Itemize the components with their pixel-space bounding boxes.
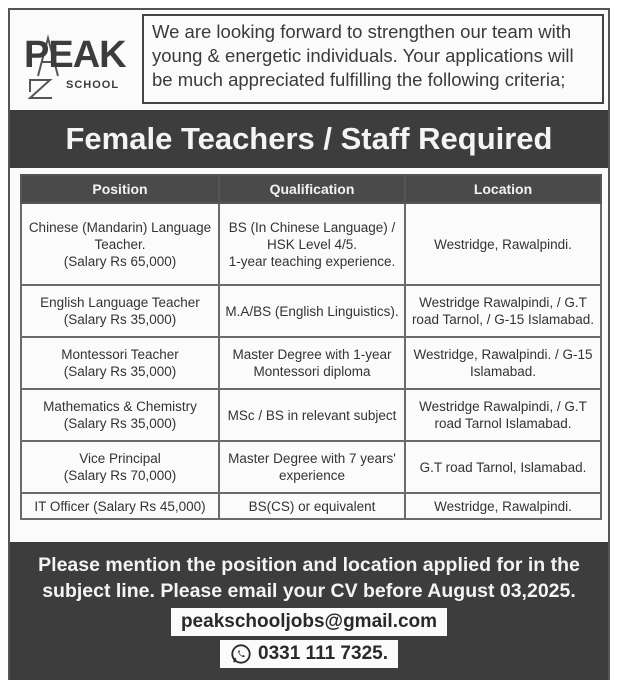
position-text: Teacher. xyxy=(94,236,146,252)
location-text: Westridge Rawalpindi, / G.T xyxy=(419,295,587,310)
position-text: English Language Teacher xyxy=(40,295,200,310)
school-logo xyxy=(18,16,136,102)
ad-header xyxy=(10,10,608,108)
cell-location xyxy=(405,203,601,285)
positions-table xyxy=(20,174,600,520)
cell-position xyxy=(21,493,219,519)
column-header-location: Location xyxy=(405,175,601,203)
qualification-text: experience xyxy=(278,468,346,483)
column-header-qualification: Qualification xyxy=(219,175,405,203)
logo-brand-text: PEAK xyxy=(24,34,126,76)
cell-qualification xyxy=(219,441,405,493)
cell-qualification xyxy=(219,493,405,519)
cell-qualification xyxy=(219,337,405,389)
table-row xyxy=(21,203,601,285)
whatsapp-icon xyxy=(230,643,252,665)
location-text: Westridge, Rawalpindi. xyxy=(434,236,572,252)
ad-footer xyxy=(10,542,608,680)
table-row xyxy=(21,493,601,519)
column-header-position: Position xyxy=(21,175,219,203)
location-text: road Tarnol, / G-15 Islamabad. xyxy=(411,312,595,327)
position-text: (Salary Rs 35,000) xyxy=(63,364,177,379)
position-text: Montessori Teacher xyxy=(61,347,179,362)
job-advertisement xyxy=(8,8,610,680)
cell-position xyxy=(21,285,219,337)
table-header-row xyxy=(21,175,601,203)
location-text: Islamabad. xyxy=(469,364,537,379)
table-row xyxy=(21,285,601,337)
cell-position xyxy=(21,389,219,441)
qualification-text: M.A/BS (English Linguistics). xyxy=(225,303,399,319)
qualification-text: BS (In Chinese Language) / xyxy=(228,219,396,235)
table-row xyxy=(21,337,601,389)
location-text: Westridge, Rawalpindi. xyxy=(434,498,572,514)
ad-title: Female Teachers / Staff Required xyxy=(10,110,608,168)
cell-position xyxy=(21,337,219,389)
contact-phone-row[interactable] xyxy=(220,640,398,668)
table-row xyxy=(21,389,601,441)
table-row xyxy=(21,441,601,493)
logo-sub-text: SCHOOL xyxy=(66,79,120,91)
position-text: Vice Principal xyxy=(79,451,161,466)
cell-location xyxy=(405,493,601,519)
cell-position xyxy=(21,203,219,285)
cell-location xyxy=(405,441,601,493)
position-text: Mathematics & Chemistry xyxy=(43,399,197,414)
cell-location xyxy=(405,389,601,441)
cell-qualification xyxy=(219,285,405,337)
qualification-text: BS(CS) or equivalent xyxy=(248,498,376,514)
cell-qualification xyxy=(219,203,405,285)
position-text: IT Officer (Salary Rs 45,000) xyxy=(34,498,206,514)
position-text: (Salary Rs 65,000) xyxy=(63,253,177,269)
contact-email[interactable]: peakschooljobs@gmail.com xyxy=(171,608,447,636)
cell-location xyxy=(405,285,601,337)
cell-position xyxy=(21,441,219,493)
location-text: Westridge, Rawalpindi. / G-15 xyxy=(413,347,593,362)
qualification-text: MSc / BS in relevant subject xyxy=(227,407,397,423)
qualification-text: 1-year teaching experience. xyxy=(228,253,396,269)
intro-text: We are looking forward to strengthen our team with young & energetic individuals. Your applications will be much appreciated fulfilling the following criteria; xyxy=(142,14,604,104)
qualification-text: HSK Level 4/5. xyxy=(266,236,358,252)
position-text: Chinese (Mandarin) Language xyxy=(28,219,212,235)
contact-phone: 0331 111 7325. xyxy=(258,643,388,664)
qualification-text: Master Degree with 1-year xyxy=(232,347,392,362)
location-text: road Tarnol Islamabad. xyxy=(434,416,572,431)
qualification-text: Montessori diploma xyxy=(253,364,371,379)
cell-location xyxy=(405,337,601,389)
cell-qualification xyxy=(219,389,405,441)
qualification-text: Master Degree with 7 years' xyxy=(228,451,396,466)
position-text: (Salary Rs 70,000) xyxy=(63,468,177,483)
application-instruction: Please mention the position and location applied for in the subject line. Please email your CV before August 03,2025. xyxy=(38,554,580,602)
location-text: G.T road Tarnol, Islamabad. xyxy=(419,459,587,475)
position-text: (Salary Rs 35,000) xyxy=(63,312,177,327)
location-text: Westridge Rawalpindi, / G.T xyxy=(419,399,587,414)
position-text: (Salary Rs 35,000) xyxy=(63,416,177,431)
